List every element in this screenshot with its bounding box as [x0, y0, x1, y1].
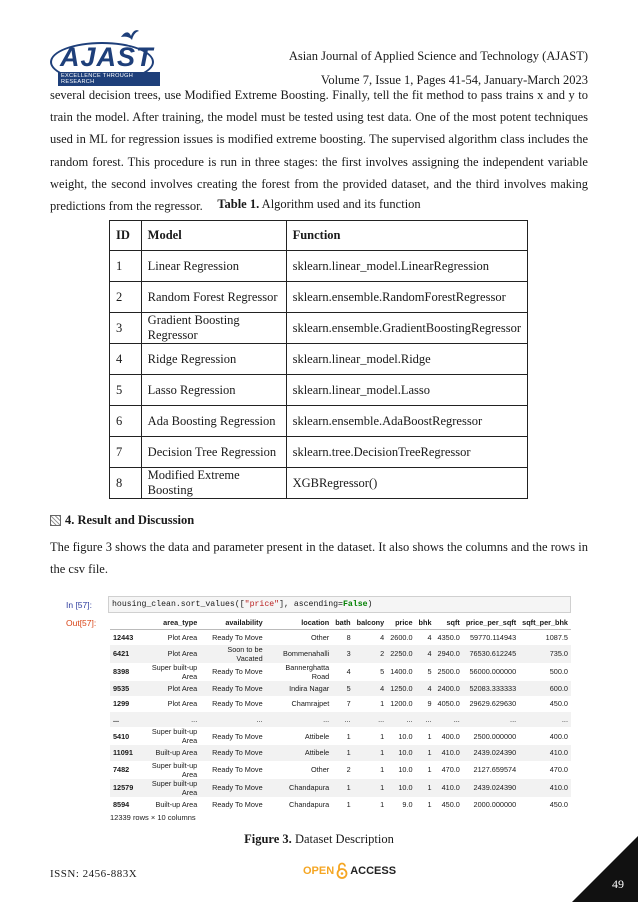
cell-function: sklearn.linear_model.LinearRegression: [286, 251, 527, 282]
df-cell-bhk: 1: [427, 731, 432, 741]
df-cell-index: 5410: [113, 731, 130, 741]
df-cell-index: 12579: [110, 779, 136, 797]
df-cell-bath: 1: [346, 799, 351, 809]
cell-function: sklearn.ensemble.RandomForestRegressor: [286, 282, 527, 313]
df-cell-price: 10.0: [398, 731, 413, 741]
df-cell-location: Other: [310, 765, 330, 774]
table-caption-text: Algorithm used and its function: [259, 197, 421, 211]
df-cell-bath: 2: [346, 765, 351, 774]
df-cell-index: 1299: [113, 699, 130, 709]
df-cell-location: Bommenahalli: [266, 645, 333, 663]
df-cell-price-per-sqft: 59770.114943: [470, 632, 517, 642]
df-cell-area-type: Plot Area: [167, 699, 198, 709]
df-col-bhk: bhk: [416, 616, 435, 629]
df-cell-balcony: 1: [380, 765, 385, 774]
df-cell-sqft: 470.0: [441, 765, 460, 774]
cell-model: Ridge Regression: [141, 344, 286, 375]
cell-model: Modified Extreme Boosting: [141, 468, 286, 499]
body-paragraph-2: The figure 3 shows the data and parameter present in the dataset. It also shows the columns and the rows in the csv file.: [50, 540, 588, 577]
journal-logo: [50, 28, 160, 84]
df-cell-sqft: 400.0: [441, 731, 460, 741]
df-col-area-type: area_type: [136, 616, 200, 629]
body-paragraph-1: several decision trees, use Modified Extreme Boosting. Finally, tell the fit method to pass trains x and y to train the model. After training, the model must be tested using test data. One of the most potent techniques used in ML for regression issues is modified extreme boosting. The supervised algorithm class includes the random forest. This procedure is run in three stages: the first involves assigning the independent variable weight, the second involves creating the forest from the provided dataset, and the third involves making predictions from the regressor.: [50, 88, 588, 214]
df-col-bath: bath: [332, 616, 353, 629]
df-cell-price: 9.0: [402, 799, 413, 809]
table-row: [110, 696, 571, 712]
df-cell-location: Attibele: [266, 745, 333, 761]
df-cell-location: Chamrajpet: [291, 699, 330, 709]
cell-id: 5: [110, 375, 142, 406]
page-number: 49: [612, 877, 624, 891]
df-cell-sqft: 410.0: [435, 779, 463, 797]
cell-id: 7: [110, 437, 142, 468]
output-prompt: Out[57]:: [66, 618, 97, 628]
table-row: [110, 375, 528, 406]
open-access-access: ACCESS: [350, 864, 397, 877]
df-cell-area-type: Built-up Area: [155, 799, 198, 809]
table-caption: [0, 197, 638, 212]
notebook-input-row: [66, 596, 571, 613]
df-cell-price: 10.0: [398, 765, 413, 774]
df-cell-area-type: Super built-up Area: [151, 662, 198, 681]
df-cell-bhk: 4: [416, 681, 435, 697]
table-row: [110, 313, 528, 344]
header-id: ID: [110, 221, 142, 251]
cell-model: Lasso Regression: [141, 375, 286, 406]
df-cell-location: ...: [266, 712, 333, 728]
df-cell-balcony: 5: [380, 667, 385, 676]
cell-id: 2: [110, 282, 142, 313]
df-cell-sqft: 2500.0: [437, 667, 460, 676]
df-cell-price-per-sqft: 2439.024390: [463, 779, 519, 797]
df-cell-bath: 1: [332, 745, 353, 761]
df-cell-availability: Soon to be Vacated: [200, 645, 265, 663]
df-cell-bhk: 1: [416, 745, 435, 761]
cell-function: sklearn.linear_model.Lasso: [286, 375, 527, 406]
df-cell-sqft-per-bhk: 410.0: [519, 779, 571, 797]
cell-function: sklearn.ensemble.AdaBoostRegressor: [286, 406, 527, 437]
df-cell-bath: 1: [346, 731, 351, 741]
table-row: [110, 712, 571, 728]
df-cell-price: 10.0: [387, 779, 415, 797]
code-suffix: ): [367, 600, 373, 609]
df-cell-location: Other: [310, 632, 330, 642]
figure-caption-text: Dataset Description: [291, 832, 394, 846]
df-cell-sqft-per-bhk: 500.0: [549, 667, 568, 676]
code-cell: [108, 596, 571, 613]
df-cell-index: 7482: [113, 765, 130, 774]
table-row: [110, 745, 571, 761]
cell-function: sklearn.tree.DecisionTreeRegressor: [286, 437, 527, 468]
df-cell-availability: Ready To Move: [212, 799, 263, 809]
df-cell-bath: 1: [332, 779, 353, 797]
code-prefix: housing_clean.sort_values([: [112, 600, 245, 609]
df-cell-bhk: 1: [427, 765, 432, 774]
table-row: [110, 468, 528, 499]
df-cell-sqft: 4050.0: [437, 699, 460, 709]
cell-function: sklearn.ensemble.GradientBoostingRegressor: [286, 313, 527, 344]
df-cell-index: 8398: [113, 667, 130, 676]
df-cell-price-per-sqft: 2000.000000: [473, 799, 517, 809]
cell-model: Decision Tree Regression: [141, 437, 286, 468]
df-cell-availability: Ready To Move: [200, 681, 265, 697]
table-row: [110, 251, 528, 282]
df-cell-location: Chandapura: [289, 799, 330, 809]
cell-model: Gradient Boosting Regressor: [141, 313, 286, 344]
df-cell-sqft-per-bhk: 450.0: [549, 799, 568, 809]
df-cell-sqft: 2940.0: [435, 645, 463, 663]
df-cell-sqft: 450.0: [441, 799, 460, 809]
code-bool: False: [342, 600, 368, 609]
df-cell-price-per-sqft: ...: [463, 712, 519, 728]
cell-model: Ada Boosting Regression: [141, 406, 286, 437]
df-cell-bhk: 9: [427, 699, 432, 709]
df-cell-price-per-sqft: 2127.659574: [473, 765, 517, 774]
df-cell-index: 12443: [113, 632, 134, 642]
section-heading: [50, 513, 194, 528]
df-col-balcony: balcony: [354, 616, 388, 629]
df-cell-balcony: 1: [380, 799, 385, 809]
table-row: [110, 344, 528, 375]
df-cell-price: 1200.0: [390, 699, 413, 709]
df-cell-price-per-sqft: 52083.333333: [463, 681, 519, 697]
df-cell-bhk: 4: [416, 645, 435, 663]
cell-model: Linear Regression: [141, 251, 286, 282]
df-cell-balcony: 1: [380, 731, 385, 741]
df-col-sqft: sqft: [435, 616, 463, 629]
df-cell-price-per-sqft: 2500.000000: [473, 731, 517, 741]
table-row: [110, 779, 571, 797]
logo-tagline: EXCELLENCE THROUGH RESEARCH: [58, 72, 160, 86]
df-cell-balcony: 4: [380, 632, 385, 642]
df-cell-location: Attibele: [304, 731, 330, 741]
table-row: [110, 645, 571, 663]
df-cell-price-per-sqft: 56000.000000: [469, 667, 517, 676]
df-cell-index: 6421: [110, 645, 136, 663]
df-cell-bath: ...: [332, 712, 353, 728]
df-cell-price-per-sqft: 29629.629630: [469, 699, 517, 709]
table-row: [110, 282, 528, 313]
df-cell-price: ...: [387, 712, 415, 728]
df-cell-availability: Ready To Move: [212, 731, 263, 741]
df-cell-area-type: Super built-up Area: [151, 760, 198, 779]
df-cell-price: 2250.0: [387, 645, 415, 663]
df-cell-balcony: 2: [354, 645, 388, 663]
table-row: [110, 437, 528, 468]
df-cell-area-type: Plot Area: [136, 681, 200, 697]
df-cell-sqft-per-bhk: 450.0: [549, 699, 568, 709]
cell-id: 8: [110, 468, 142, 499]
df-cell-sqft: 410.0: [435, 745, 463, 761]
dataframe-shape: 12339 rows × 10 columns: [110, 813, 196, 822]
figure-caption: [0, 832, 638, 847]
dataframe-header-row: [110, 616, 571, 629]
df-cell-sqft-per-bhk: 735.0: [519, 645, 571, 663]
table-caption-label: Table 1.: [217, 197, 260, 211]
df-cell-area-type: Super built-up Area: [136, 779, 200, 797]
header-function: Function: [286, 221, 527, 251]
df-cell-bhk: 4: [427, 632, 432, 642]
algorithm-table: [109, 220, 528, 499]
df-cell-price: 1400.0: [390, 667, 413, 676]
issn: ISSN: 2456-883X: [50, 868, 138, 880]
df-cell-price: 1250.0: [387, 681, 415, 697]
table-header-row: [110, 221, 528, 251]
df-cell-price: 2600.0: [390, 632, 413, 642]
df-cell-index: 8594: [113, 799, 130, 809]
page-corner: [572, 836, 638, 902]
df-cell-sqft: ...: [435, 712, 463, 728]
input-prompt: In [57]:: [66, 599, 92, 610]
cell-id: 3: [110, 313, 142, 344]
df-cell-price-per-sqft: 2439.024390: [463, 745, 519, 761]
df-cell-area-type: Built-up Area: [136, 745, 200, 761]
df-col-sqft-per-bhk: sqft_per_bhk: [519, 616, 571, 629]
df-cell-bath: 8: [346, 632, 351, 642]
logo-text: AJAST: [60, 42, 154, 72]
df-cell-area-type: ...: [136, 712, 200, 728]
df-cell-balcony: 1: [354, 745, 388, 761]
df-cell-sqft-per-bhk: 1087.5: [545, 632, 568, 642]
df-cell-sqft: 2400.0: [435, 681, 463, 697]
df-cell-location: Bannerghatta Road: [285, 662, 330, 681]
df-col-price: price: [387, 616, 415, 629]
table-row: [110, 663, 571, 681]
df-cell-bath: 3: [332, 645, 353, 663]
df-cell-availability: Ready To Move: [212, 765, 263, 774]
df-cell-availability: Ready To Move: [212, 699, 263, 709]
volume-info: Volume 7, Issue 1, Pages 41-54, January-March 2023: [320, 73, 588, 87]
df-cell-balcony: 4: [354, 681, 388, 697]
open-access-open: OPEN: [303, 864, 335, 877]
df-cell-bhk: ...: [416, 712, 435, 728]
open-lock-icon: [335, 862, 349, 879]
table-row: [110, 406, 528, 437]
code-string: "price": [244, 600, 280, 609]
df-cell-sqft-per-bhk: 410.0: [519, 745, 571, 761]
code-mid: ], ascending=: [279, 600, 343, 609]
df-cell-location: Indira Nagar: [266, 681, 333, 697]
table-row: [110, 629, 571, 645]
df-cell-balcony: ...: [354, 712, 388, 728]
table-row: [110, 681, 571, 697]
figure-caption-label: Figure 3.: [244, 832, 292, 846]
cell-id: 6: [110, 406, 142, 437]
df-cell-sqft: 4350.0: [437, 632, 460, 642]
df-cell-availability: Ready To Move: [200, 779, 265, 797]
df-cell-availability: ...: [200, 712, 265, 728]
df-cell-area-type: Plot Area: [136, 645, 200, 663]
df-col-location: location: [266, 616, 333, 629]
notebook-screenshot: [66, 592, 571, 822]
df-cell-bath: 7: [346, 699, 351, 709]
df-cell-price: 10.0: [387, 745, 415, 761]
table-row: [110, 727, 571, 745]
cell-model: Random Forest Regressor: [141, 282, 286, 313]
df-cell-sqft-per-bhk: 400.0: [549, 731, 568, 741]
table-row: [110, 797, 571, 813]
df-col-index: [110, 616, 136, 629]
df-cell-balcony: 1: [354, 779, 388, 797]
cell-id: 4: [110, 344, 142, 375]
df-cell-bath: 4: [346, 667, 351, 676]
dataframe-table: [110, 616, 571, 812]
df-cell-area-type: Super built-up Area: [151, 727, 198, 745]
section-bullet-icon: [50, 515, 61, 526]
cell-function: sklearn.linear_model.Ridge: [286, 344, 527, 375]
df-cell-sqft-per-bhk: 470.0: [549, 765, 568, 774]
journal-name: Asian Journal of Applied Science and Technology (AJAST): [288, 49, 588, 63]
df-cell-location: Chandapura: [266, 779, 333, 797]
open-access-logo: [303, 862, 396, 879]
df-col-price-per-sqft: price_per_sqft: [463, 616, 519, 629]
df-cell-bhk: 5: [427, 667, 432, 676]
cell-function: XGBRegressor(): [286, 468, 527, 499]
df-cell-balcony: 1: [380, 699, 385, 709]
df-cell-bath: 5: [332, 681, 353, 697]
df-cell-availability: Ready To Move: [200, 745, 265, 761]
df-cell-index: 9535: [110, 681, 136, 697]
df-cell-area-type: Plot Area: [167, 632, 198, 642]
df-col-availability: availability: [200, 616, 265, 629]
header-model: Model: [141, 221, 286, 251]
cell-id: 1: [110, 251, 142, 282]
df-cell-index: ...: [110, 712, 136, 728]
df-cell-index: 11091: [110, 745, 136, 761]
df-cell-bhk: 1: [427, 799, 432, 809]
df-cell-bhk: 1: [416, 779, 435, 797]
df-cell-sqft-per-bhk: 600.0: [519, 681, 571, 697]
section-heading-text: 4. Result and Discussion: [65, 513, 195, 527]
df-cell-price-per-sqft: 76530.612245: [463, 645, 519, 663]
df-cell-sqft-per-bhk: ...: [519, 712, 571, 728]
df-cell-availability: Ready To Move: [212, 632, 263, 642]
table-row: [110, 761, 571, 779]
df-cell-availability: Ready To Move: [212, 667, 263, 676]
